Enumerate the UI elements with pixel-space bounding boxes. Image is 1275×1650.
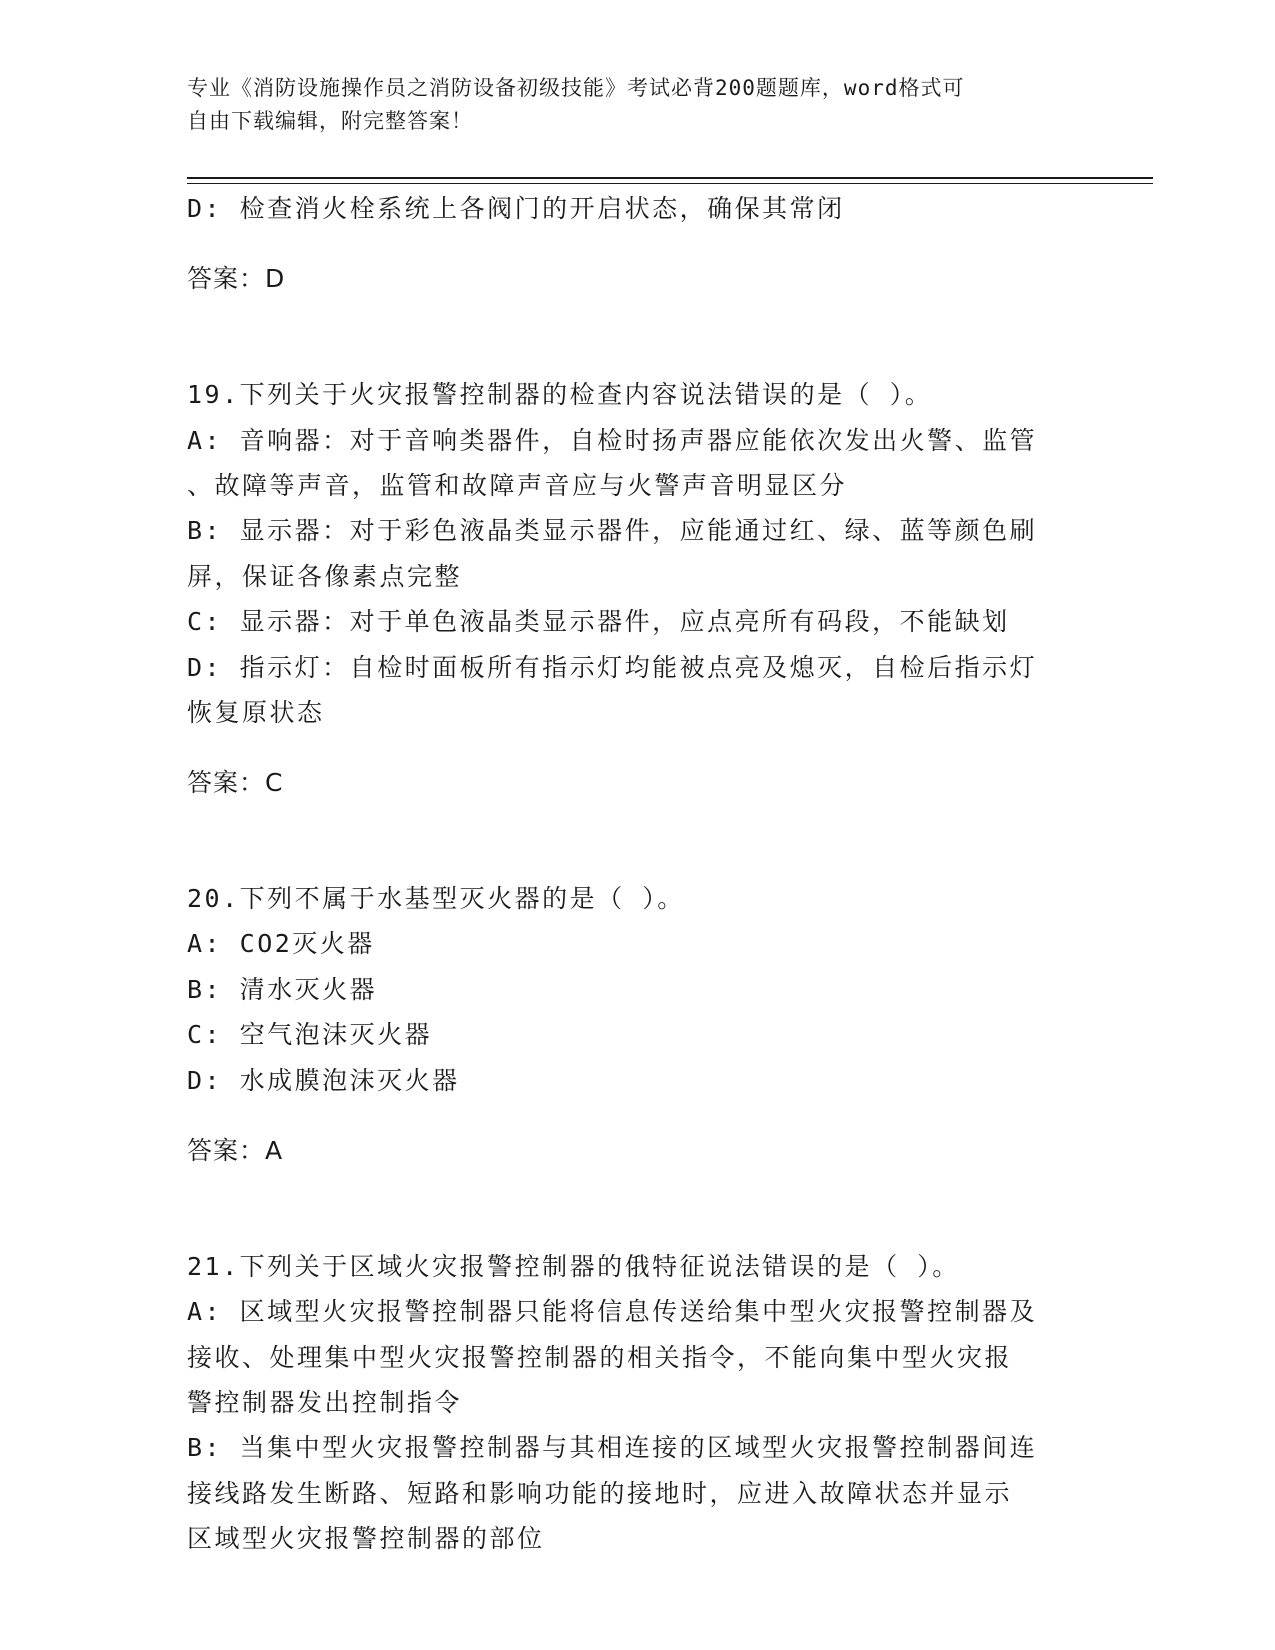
option-b-continued: 接线路发生断路、短路和影响功能的接地时，应进入故障状态并显示 xyxy=(187,1478,1013,1508)
question-21 xyxy=(187,1244,1067,1562)
answer-line: 答案：A xyxy=(187,1136,284,1166)
option-a-continued: 接收、处理集中型火灾报警控制器的相关指令，不能向集中型火灾报 xyxy=(187,1342,1013,1372)
option-a-continued: 、故障等声音，监管和故障声音应与火警声音明显区分 xyxy=(187,470,848,500)
option-b-continued: 屏，保证各像素点完整 xyxy=(187,561,463,591)
answer-line: 答案：C xyxy=(187,768,284,798)
question-stem: 20.下列不属于水基型灭火器的是（ ）。 xyxy=(187,884,685,914)
question-stem: 21.下列关于区域火灾报警控制器的俄特征说法错误的是（ ）。 xyxy=(187,1251,960,1281)
option-d: D: 指示灯：自检时面板所有指示灯均能被点亮及熄灭，自检后指示灯 xyxy=(187,652,1038,682)
question-list xyxy=(187,186,1067,1562)
option-a-continued: 警控制器发出控制指令 xyxy=(187,1387,463,1417)
question-stem: 19.下列关于火灾报警控制器的检查内容说法错误的是（ ）。 xyxy=(187,380,933,410)
question-20 xyxy=(187,876,1067,1173)
option-b-continued: 区域型火灾报警控制器的部位 xyxy=(187,1524,545,1554)
option-b: B: 清水灭火器 xyxy=(187,974,378,1004)
header-divider-thin xyxy=(187,183,1153,184)
header-title-line-1: 专业《消防设施操作员之消防设备初级技能》考试必背200题题库，word格式可 xyxy=(187,76,965,100)
option-d-continued: 恢复原状态 xyxy=(187,697,325,727)
spacer xyxy=(187,831,1067,876)
option-c: C: 显示器：对于单色液晶类显示器件，应点亮所有码段，不能缺划 xyxy=(187,607,1010,637)
option-c: C: 空气泡沫灭火器 xyxy=(187,1020,433,1050)
option-a: A: 音响器：对于音响类器件，自检时扬声器应能依次发出火警、监管 xyxy=(187,425,1038,455)
question-19 xyxy=(187,372,1067,806)
page-header xyxy=(187,72,1067,138)
spacer xyxy=(187,327,1067,372)
option-d: D: 水成膜泡沫灭火器 xyxy=(187,1065,460,1095)
answer-line: 答案：D xyxy=(187,264,286,294)
header-title-line-2: 自由下载编辑，附完整答案！ xyxy=(187,109,473,133)
option-a: A: CO2灭火器 xyxy=(187,929,375,959)
spacer xyxy=(187,1198,1067,1243)
option-b: B: 显示器：对于彩色液晶类显示器件，应能通过红、绿、蓝等颜色刷 xyxy=(187,516,1038,546)
option-b: B: 当集中型火灾报警控制器与其相连接的区域型火灾报警控制器间连 xyxy=(187,1433,1038,1463)
option-d: D: 检查消火栓系统上各阀门的开启状态，确保其常闭 xyxy=(187,194,845,223)
header-divider-thick xyxy=(187,177,1153,179)
option-a: A: 区域型火灾报警控制器只能将信息传送给集中型火灾报警控制器及 xyxy=(187,1297,1038,1327)
question-18-tail xyxy=(187,186,1067,302)
